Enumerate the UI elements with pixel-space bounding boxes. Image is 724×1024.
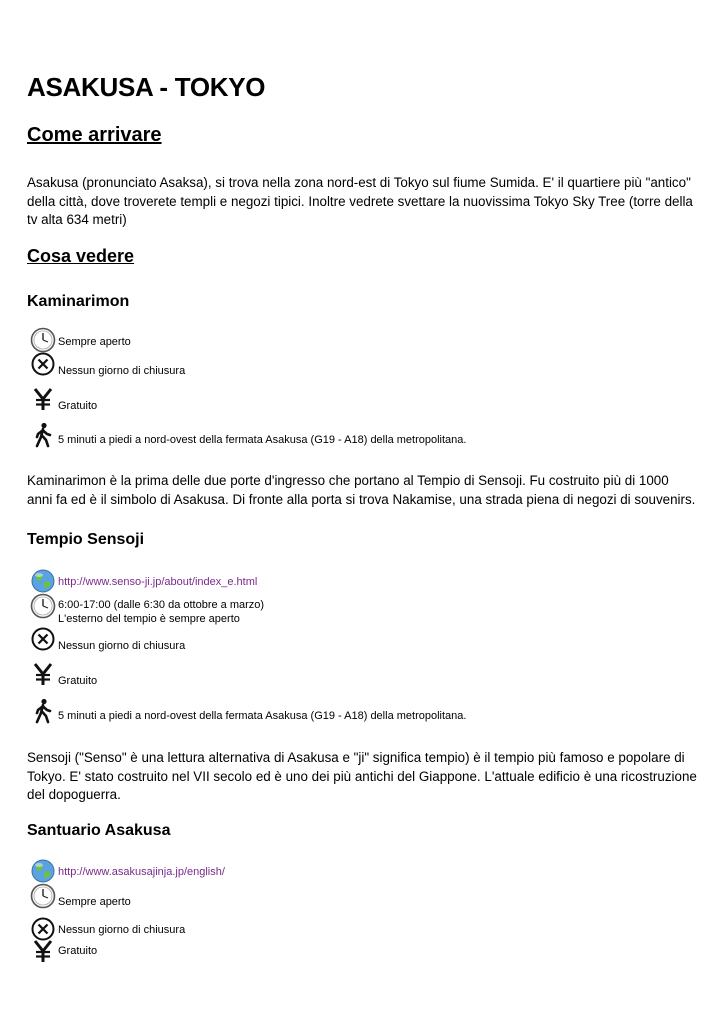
page-title: ASAKUSA - TOKYO bbox=[27, 72, 266, 102]
heading-sensoji: Tempio Sensoji bbox=[27, 531, 145, 548]
kaminarimon-description: Kaminarimon è la prima delle due porte d'ingresso che portano al Tempio di Sensoji. Fu costruito più di 1000 anni fa ed è il simbolo di Asakusa. Di fronte alla porta si trova Nakamise, una strada piena di negozi di souvenirs. bbox=[27, 473, 696, 507]
clock-icon bbox=[30, 327, 56, 353]
walking-icon bbox=[30, 422, 56, 448]
sensoji-description: Sensoji ("Senso" è una lettura alternativa di Asakusa e "ji" significa tempio) è il tempio più famoso e popolare di Tokyo. E' stato costruito nel VII secolo ed è uno dei più antichi del Giappone. L'attuale edificio è una ricostruzione del dopoguerra. bbox=[27, 750, 697, 802]
walking-icon bbox=[30, 698, 56, 724]
santuario-closing: Nessun giorno di chiusura bbox=[58, 924, 186, 936]
yen-icon bbox=[30, 938, 56, 964]
kaminarimon-access: 5 minuti a piedi a nord-ovest della fermata Asakusa (G19 - A18) della metropolitana. bbox=[58, 434, 467, 446]
globe-icon bbox=[30, 858, 56, 884]
heading-santuario: Santuario Asakusa bbox=[27, 822, 171, 839]
kaminarimon-hours: Sempre aperto bbox=[58, 336, 131, 348]
clock-icon bbox=[30, 593, 56, 619]
globe-icon bbox=[30, 568, 56, 594]
heading-come-arrivare: Come arrivare bbox=[27, 124, 162, 146]
sensoji-url-link[interactable]: http://www.senso-ji.jp/about/index_e.html bbox=[58, 576, 258, 588]
come-arrivare-text: Asakusa (pronunciato Asaksa), si trova nella zona nord-est di Tokyo sul fiume Sumida. E' il quartiere più "antico" della città, dove troverete templi e negozi tipici. Inoltre vedrete svettare la nuovissima Tokyo Sky Tree (torre della tv alta 634 metri) bbox=[27, 175, 693, 227]
santuario-price: Gratuito bbox=[58, 945, 98, 957]
sensoji-hours-note: L'esterno del tempio è sempre aperto bbox=[58, 613, 240, 625]
kaminarimon-closing: Nessun giorno di chiusura bbox=[58, 365, 186, 377]
sensoji-hours: 6:00-17:00 (dalle 6:30 da ottobre a marzo) bbox=[58, 599, 265, 611]
heading-cosa-vedere: Cosa vedere bbox=[27, 246, 135, 266]
sensoji-price: Gratuito bbox=[58, 675, 98, 687]
yen-icon bbox=[30, 386, 56, 412]
closed-icon bbox=[30, 626, 56, 652]
kaminarimon-price: Gratuito bbox=[58, 400, 98, 412]
clock-icon bbox=[30, 883, 56, 909]
santuario-url-link[interactable]: http://www.asakusajinja.jp/english/ bbox=[58, 866, 225, 878]
sensoji-closing: Nessun giorno di chiusura bbox=[58, 640, 186, 652]
sensoji-access: 5 minuti a piedi a nord-ovest della fermata Asakusa (G19 - A18) della metropolitana. bbox=[58, 710, 467, 722]
yen-icon bbox=[30, 661, 56, 687]
closed-icon bbox=[30, 351, 56, 377]
santuario-hours: Sempre aperto bbox=[58, 896, 131, 908]
heading-kaminarimon: Kaminarimon bbox=[27, 293, 130, 310]
